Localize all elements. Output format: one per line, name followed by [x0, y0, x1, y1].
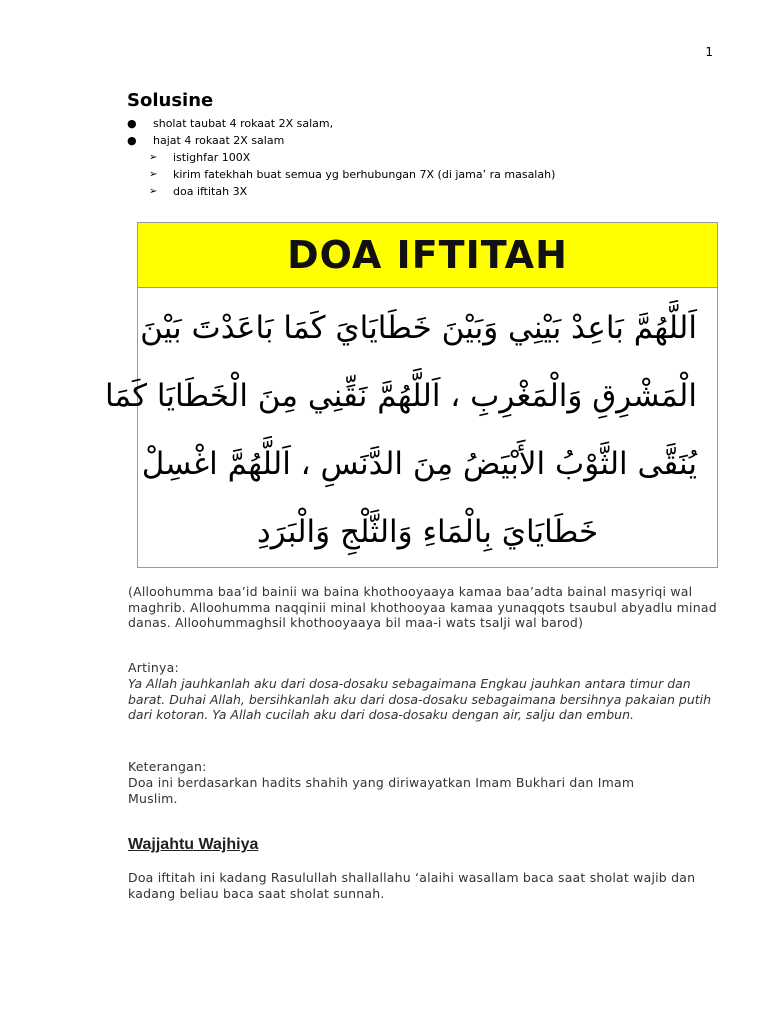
arabic-line: يُنَقَّى الثَّوْبُ الأَبْيَضُ مِنَ الدَّنَسِ ، اَللَّهُمَّ اغْسِلْ	[141, 446, 697, 482]
doa-iftitah-image	[104, 222, 718, 568]
solusine-heading: Solusine	[127, 90, 214, 111]
arrow-bullet-icon: ➢	[149, 152, 158, 163]
bullet-icon: ●	[127, 134, 137, 147]
doa-iftitah-banner	[138, 223, 717, 288]
doa-arabic-text	[104, 288, 717, 566]
list-item	[127, 115, 727, 132]
arrow-bullet-icon: ➢	[149, 186, 158, 197]
list-item-text: sholat taubat 4 rokaat 2X salam,	[153, 117, 334, 130]
sub-list-item	[127, 183, 727, 200]
wajjahtu-heading: Wajjahtu Wajhiya	[128, 836, 259, 853]
solusine-list	[127, 115, 727, 200]
sub-list-item-text: istighfar 100X	[173, 151, 251, 164]
wajjahtu-paragraph: Doa iftitah ini kadang Rasulullah shallallahu ‘alaihi wasallam baca saat sholat wajib dan kadang beliau baca saat sholat sunnah.	[128, 870, 696, 901]
keterangan-paragraph: Doa ini berdasarkan hadits shahih yang diriwayatkan Imam Bukhari dan Imam Muslim.	[128, 775, 635, 806]
sub-list-item-text: doa iftitah 3X	[173, 185, 248, 198]
sub-list-item	[127, 149, 727, 166]
list-item-text: hajat 4 rokaat 2X salam	[153, 134, 285, 147]
sub-list-item-text: kirim fatekhah buat semua yg berhubungan 7X (di jama’ ra masalah)	[173, 168, 556, 181]
arabic-line: خَطَايَايَ بِالْمَاءِ وَالثَّلْجِ وَالْبَرَدِ	[256, 514, 599, 550]
artinya-label: Artinya:	[128, 660, 179, 675]
transliteration-paragraph: (Alloohumma baa’id bainii wa baina khothooyaaya kamaa baa’adta bainal masyriqi wal maghrib. Alloohumma naqqinii minal khothooyaa kamaa yunaqqots tsaubul abyadlu minad danas. Alloohummaghsil khothooyaaya bil maa-i wats tsalji wal barod)	[128, 584, 717, 630]
keterangan-label: Keterangan:	[128, 759, 207, 774]
doa-iftitah-title: DOA IFTITAH	[287, 233, 568, 277]
list-item	[127, 132, 727, 149]
page-number: 1	[705, 45, 713, 59]
artinya-paragraph: Ya Allah jauhkanlah aku dari dosa-dosaku sebagaimana Engkau jauhkan antara timur dan barat. Duhai Allah, bersihkanlah aku dari dosa-dosaku sebagaimana bersihnya pakaian putih dari kotoran. Ya Allah cucilah aku dari dosa-dosaku dengan air, salju dan embun.	[128, 676, 712, 722]
arabic-line: الْمَشْرِقِ وَالْمَغْرِبِ ، اَللَّهُمَّ نَقِّنِي مِنَ الْخَطَايَا كَمَا	[104, 378, 697, 414]
arrow-bullet-icon: ➢	[149, 169, 158, 180]
sub-list-item	[127, 166, 727, 183]
arabic-line: اَللَّهُمَّ بَاعِدْ بَيْنِي وَبَيْنَ خَطَايَايَ كَمَا بَاعَدْتَ بَيْنَ	[140, 310, 697, 346]
bullet-icon: ●	[127, 117, 137, 130]
